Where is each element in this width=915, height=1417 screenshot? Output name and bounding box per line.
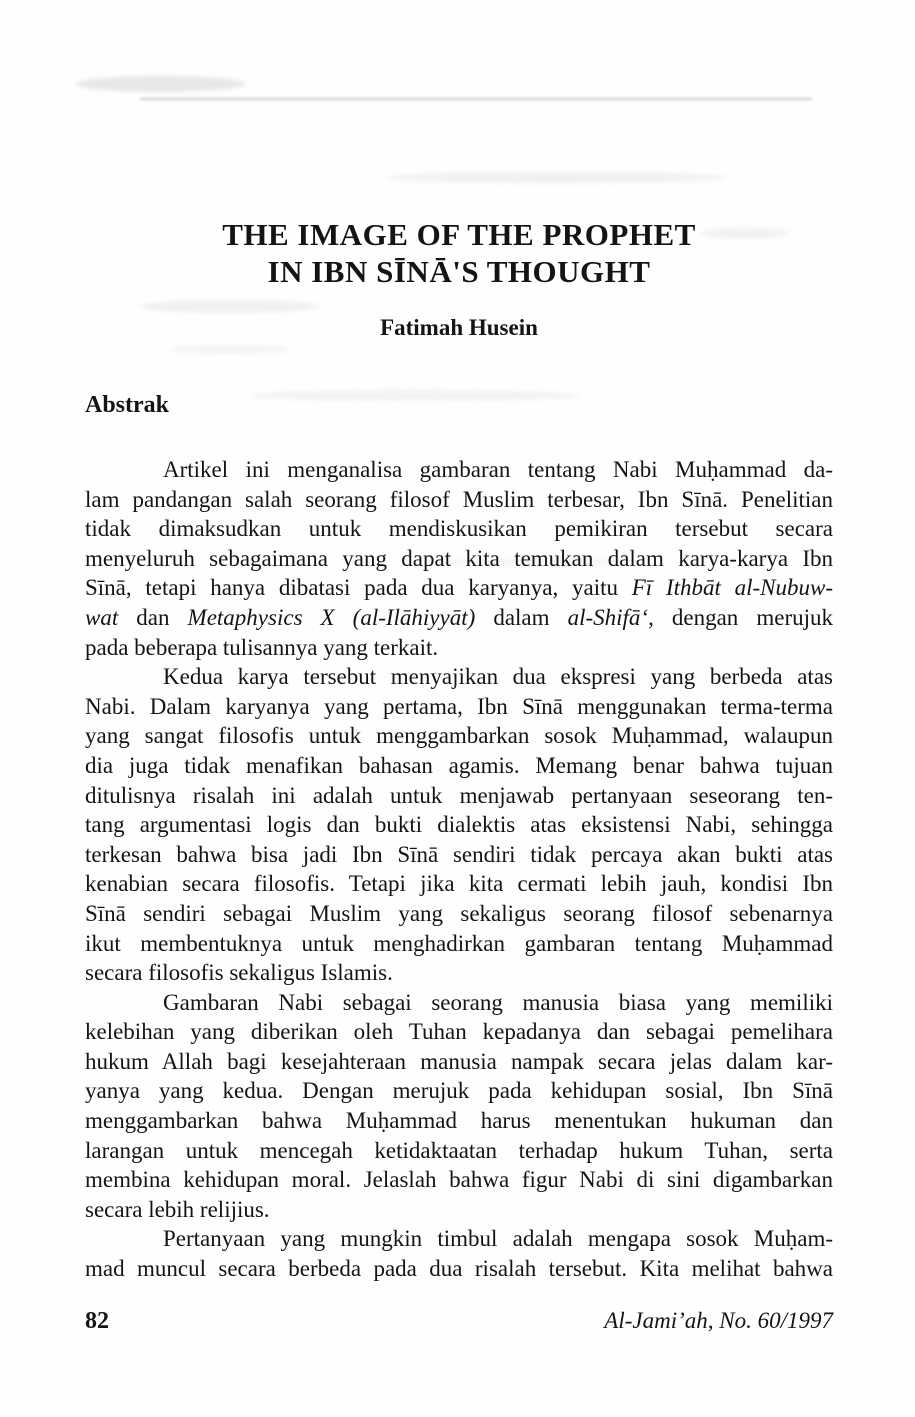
text-line bbox=[85, 1017, 833, 1047]
text-run: Sīnā, tetapi hanya dibatasi pada dua karyanya, yaitu bbox=[85, 575, 632, 601]
text-line bbox=[85, 692, 833, 722]
article-title-line2: IN IBN SĪNĀ'S THOUGHT bbox=[267, 254, 651, 289]
text-run: kenabian secara filosofis. Tetapi jika kita cermati lebih jauh, kondisi Ibn bbox=[85, 871, 833, 897]
text-run: menyeluruh sebagaimana yang dapat kita temukan dalam karya-karya Ibn bbox=[85, 545, 833, 571]
journal-reference: Al-Jami’ah, No. 60/1997 bbox=[604, 1308, 833, 1333]
abstract-paragraphs bbox=[85, 455, 833, 1284]
article-title bbox=[85, 216, 833, 290]
text-line bbox=[85, 1106, 833, 1136]
text-run: secara lebih relijius. bbox=[85, 1196, 270, 1222]
italic-text-run: al-Shifā‘ bbox=[567, 604, 649, 630]
text-run: pada beberapa tulisannya yang terkait. bbox=[85, 634, 439, 660]
text-run: Sīnā sendiri sebagai Muslim yang sekaligus seorang filosof sebenarnya bbox=[85, 900, 833, 926]
text-line bbox=[85, 455, 833, 485]
text-line bbox=[85, 573, 833, 603]
text-run: yang sangat filosofis untuk menggambarkan sosok Muḥammad, walaupun bbox=[85, 723, 833, 749]
text-run: tang argumentasi logis dan bukti dialektis atas eksistensi Nabi, sehingga bbox=[85, 812, 833, 838]
paragraph bbox=[85, 988, 833, 1225]
text-line bbox=[85, 603, 833, 633]
abstract-heading: Abstrak bbox=[85, 392, 170, 418]
text-run: ditulisnya risalah ini adalah untuk menjawab pertanyaan seseorang ten- bbox=[85, 782, 833, 808]
text-run: Artikel ini menganalisa gambaran tentang Nabi Muḥammad da- bbox=[163, 457, 833, 482]
text-run: menggambarkan bahwa Muḥammad harus menentukan hukuman dan bbox=[85, 1108, 833, 1134]
text-run: lam pandangan salah seorang filosof Muslim terbesar, Ibn Sīnā. Penelitian bbox=[85, 486, 833, 512]
text-line bbox=[85, 1224, 833, 1254]
scan-artifact bbox=[388, 172, 728, 183]
italic-text-run: Fī Ithbāt al-Nubuw- bbox=[631, 575, 833, 601]
text-run: dan bbox=[118, 604, 188, 630]
text-run: yanya yang kedua. Dengan merujuk pada kehidupan sosial, Ibn Sīnā bbox=[85, 1078, 833, 1104]
text-run: kelebihan yang diberikan oleh Tuhan kepadanya dan sebagai pemelihara bbox=[85, 1019, 833, 1045]
text-line bbox=[85, 988, 833, 1018]
text-line bbox=[85, 544, 833, 574]
text-run: tidak dimaksudkan untuk mendiskusikan pemikiran tersebut secara bbox=[85, 516, 833, 542]
text-line bbox=[85, 929, 833, 959]
text-run: ikut membentuknya untuk menghadirkan gambaran tentang Muḥammad bbox=[85, 930, 833, 956]
text-run: Nabi. Dalam karyanya yang pertama, Ibn Sīnā menggunakan terma-terma bbox=[85, 693, 833, 719]
text-line bbox=[85, 840, 833, 870]
text-run: secara filosofis sekaligus Islamis. bbox=[85, 960, 393, 986]
text-run: dia juga tidak menafikan bahasan agamis. Memang benar bahwa tujuan bbox=[85, 752, 833, 778]
text-run: Gambaran Nabi sebagai seorang manusia biasa yang memiliki bbox=[163, 989, 833, 1015]
text-line bbox=[85, 1076, 833, 1106]
text-line bbox=[85, 721, 833, 751]
text-run: Kedua karya tersebut menyajikan dua ekspresi yang berbeda atas bbox=[163, 664, 833, 690]
paragraph bbox=[85, 455, 833, 662]
text-run: Pertanyaan yang mungkin timbul adalah mengapa sosok Muḥam- bbox=[163, 1226, 833, 1252]
text-line bbox=[85, 485, 833, 515]
text-run: hukum Allah bagi kesejahteraan manusia nampak secara jelas dalam kar- bbox=[85, 1048, 833, 1074]
text-line bbox=[85, 751, 833, 781]
scan-artifact bbox=[140, 97, 812, 101]
text-line bbox=[85, 1047, 833, 1077]
text-run: larangan untuk mencegah ketidaktaatan terhadap hukum Tuhan, serta bbox=[85, 1137, 833, 1163]
italic-text-run: Metaphysics X (al-Ilāhiyyāt) bbox=[187, 604, 476, 630]
text-line bbox=[85, 958, 833, 988]
text-run: mad muncul secara berbeda pada dua risalah tersebut. Kita melihat bahwa bbox=[85, 1256, 833, 1282]
text-run: , dengan merujuk bbox=[648, 604, 833, 630]
paragraph bbox=[85, 1224, 833, 1283]
text-line bbox=[85, 810, 833, 840]
page-footer bbox=[85, 1308, 833, 1335]
page-number: 82 bbox=[85, 1308, 109, 1334]
text-run: terkesan bahwa bisa jadi Ibn Sīnā sendiri tidak percaya akan bukti atas bbox=[85, 841, 833, 867]
text-line bbox=[85, 1254, 833, 1284]
text-line bbox=[85, 781, 833, 811]
text-line bbox=[85, 662, 833, 692]
text-line bbox=[85, 899, 833, 929]
scan-artifact bbox=[250, 390, 580, 401]
text-line bbox=[85, 1165, 833, 1195]
scan-artifact bbox=[170, 345, 290, 354]
text-run: dalam bbox=[475, 604, 568, 630]
author-name: Fatimah Husein bbox=[380, 315, 538, 340]
text-line bbox=[85, 1136, 833, 1166]
text-line bbox=[85, 633, 833, 663]
scan-artifact bbox=[76, 76, 246, 92]
text-line bbox=[85, 869, 833, 899]
text-line bbox=[85, 1195, 833, 1225]
scan-artifact bbox=[140, 300, 320, 313]
text-run: membina kehidupan moral. Jelaslah bahwa figur Nabi di sini digambarkan bbox=[85, 1167, 833, 1193]
article-title-line1: THE IMAGE OF THE PROPHET bbox=[222, 217, 696, 252]
italic-text-run: wat bbox=[85, 604, 119, 630]
text-line bbox=[85, 514, 833, 544]
paragraph bbox=[85, 662, 833, 988]
